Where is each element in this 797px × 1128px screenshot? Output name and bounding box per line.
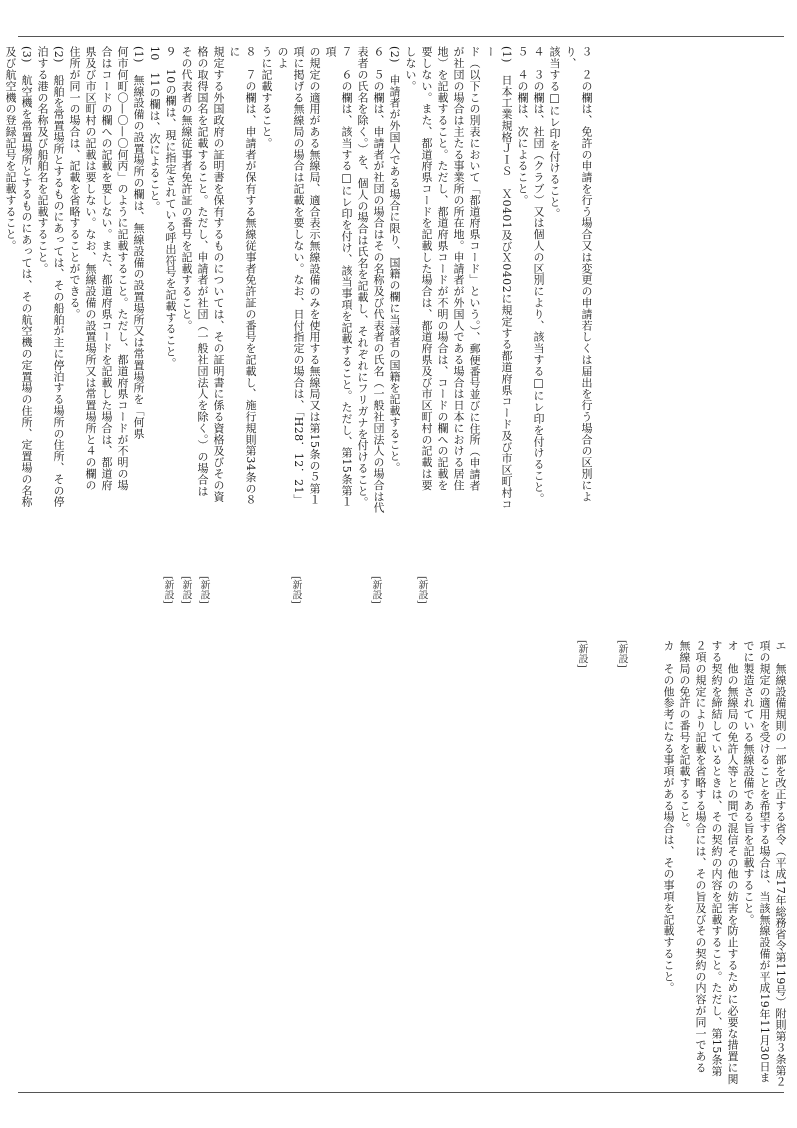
line-21: ９ 10の欄は、現に指定されている呼出符号を記載すること。 [164, 46, 177, 369]
bottom-rule [18, 1092, 784, 1093]
line-19: 格の取得国名を記載すること。ただし、申請者が社団（一般社団法人を除く。）の場合は [196, 46, 209, 497]
line-30: (3) 航空機を常置場所とするものにあっては、その航空機の定置場の住所、定置場の名称 [20, 46, 33, 508]
line-6: が社団の場合は主たる事業所の所在地。申請者が外国人である場合は日本における居住 [452, 46, 465, 491]
line-23: (1) 無線設備の設置場所の欄は、無線設備の設置場所又は常置場所を「何県 [132, 46, 145, 439]
upper-line-0: エ 無線設備規則の一部を改正する省令（平成17年総務省令第119号）附則第３条第２ [774, 640, 787, 1088]
line-17: ８ ７の欄は、申請者が保有する無線従事者免許証の番号を記載し、施行規則第34条の８に [228, 46, 257, 506]
line-1: 該当する□にレ印を付けること。 [548, 46, 561, 219]
line-16: うに記載すること。 [260, 46, 273, 149]
upper-line-1: 項の規定の適用を受けることを希望する場合は、当該無線設備が平成19年11月30日ま [758, 640, 771, 1084]
shinsetsu-marker: [新設] [290, 576, 301, 604]
line-9: しない。 [404, 46, 417, 92]
shinsetsu-marker: [新設] [416, 576, 427, 604]
upper-line-2: でに製造されている無線設備である旨を記載すること。 [742, 640, 755, 925]
shinsetsu-marker: [新設] [162, 576, 173, 604]
line-14: の規定の適用がある無線局、適合表示無線設備のみを使用する無線局又は第15条の５第１ [308, 46, 321, 506]
line-24: 何市何町〇—〇—〇何丙」のように記載すること。ただし、都道府県コードが不明の場 [116, 46, 129, 491]
line-11: ６ ５の欄は、申請者が社団の場合はその名称及び代表者の氏名（一般社団法人の場合は代 [372, 46, 385, 514]
upper-line-6: 無線局の免許の番号を記載すること。 [678, 640, 691, 834]
line-28: (2) 船舶を常置場所とするものにあっては、その船舶が主に停泊する場所の住所、その停 [52, 46, 65, 508]
line-7: 地）を記載すること。ただし、都道府県コードが不明の場合は、コードの欄への記載を [436, 46, 449, 491]
line-0: ３ ２の欄は、免許の申請を行う場合又は変更の申請若しくは届出を行う場合の区別により、 [564, 46, 593, 502]
line-27: 住所が同一の場合は、記載を省略することができる。 [68, 46, 81, 320]
instructions-lower-column [4, 46, 594, 516]
line-13: ７ ６の欄は、該当する□にレ印を付け、該当事項を記載すること。ただし、第15条第１項 [324, 46, 353, 508]
line-2: ４ ３の欄は、社団（クラブ）又は個人の区別により、該当する□にレ印を付けること。 [532, 46, 545, 504]
upper-line-7: カ その他参考になる事項がある場合は、その事項を記載すること。 [662, 640, 675, 994]
upper-line-4: する契約を締結しているときは、その契約の内容を記載すること。ただし、第15条第 [710, 640, 723, 1077]
line-10: (2) 申請者が外国人である場合に限り、国籍の欄に当該者の国籍を記載すること。 [388, 46, 401, 474]
shinsetsu-marker: [新設] [616, 640, 627, 668]
line-20: その代表者の無線従事者免許証の番号を記載すること。 [180, 46, 193, 331]
line-26: 県及び市区町村の記載は要しない。なお、無線設備の設置場所又は常置場所と４の欄の [84, 46, 97, 491]
line-18: 規定する外国政府の証明書を保有するものについては、その証明書に係る資格及びその資 [212, 46, 225, 502]
line-4: (1) 日本工業規格ＪＩＳ Ｘ0401及びＸ0402に規定する都道府県コード及び市区町村コー [484, 46, 513, 510]
upper-line-3: オ 他の無線局の免許人等との間で混信その他の妨害を防止するために必要な措置に関 [726, 640, 739, 1085]
shinsetsu-marker: [新設] [370, 576, 381, 604]
line-8: 要しない。また、都道府県コードを記載した場合は、都道府県及び市区町村の記載は要 [420, 46, 433, 491]
line-31: 及び航空機の登録記号を記載すること。 [4, 46, 17, 252]
upper-line-5: ２項の規定により記載を省略する場合には、その旨及びその契約の内容が同一である [694, 640, 707, 1074]
shinsetsu-marker: [新設] [180, 576, 191, 604]
line-29: 泊する港の名称及び船舶名を記載すること。 [36, 46, 49, 274]
instructions-upper-column [618, 640, 788, 1090]
line-3: ５ ４の欄は、次によること。 [516, 46, 529, 206]
line-25: 合はコードの欄への記載を要しない。また、都道府県コードを記載した場合は、都道府 [100, 46, 113, 491]
top-rule [18, 36, 784, 37]
line-12: 表者の氏名を除く。）を、個人の場合は氏名を記載し、それぞれにフリガナを付けること。 [356, 46, 369, 508]
shinsetsu-marker: [新設] [198, 576, 209, 604]
shinsetsu-marker: [新設] [576, 640, 587, 668]
line-22: 10 11の欄は、次によること。 [148, 46, 161, 213]
line-5: ド（以下この別表において「都道府県コード」という。）、郵便番号並びに住所（申請者 [468, 46, 481, 491]
line-15: 項に掲げる無線局の場合は記載を要しない。なお、日付指定の場合は、「H28．12．21」のよ [276, 46, 305, 506]
